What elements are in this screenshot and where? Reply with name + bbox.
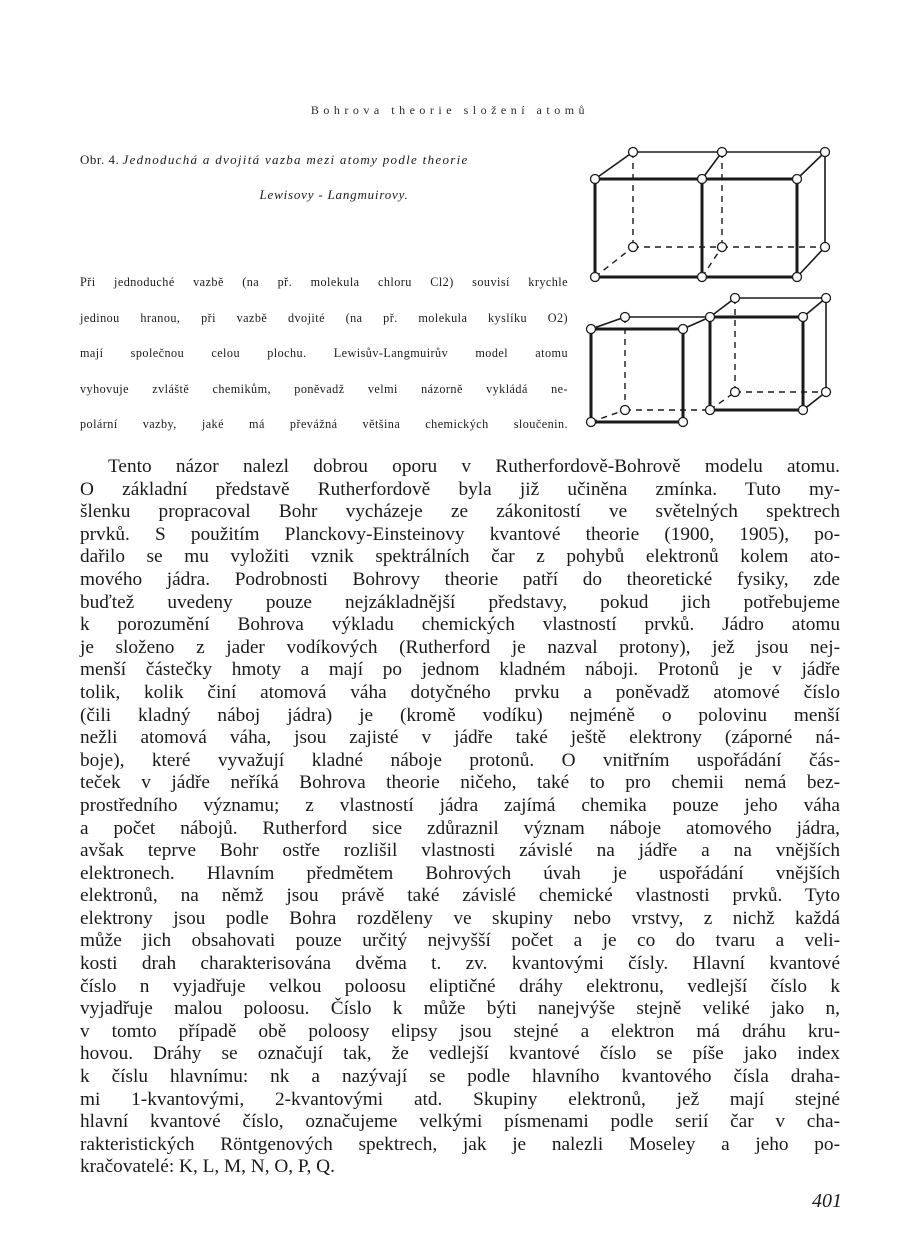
figure-description-line: Při jednoduché vazbě (na př. molekula chloru Cl2) souvisí krychle <box>80 275 568 289</box>
figure-description-line: polární vazby, jaké má převážná většina chemických sloučenin. <box>80 417 568 431</box>
body-line: v tomto případě obě poloosy elipsy jsou stejné a elektron má dráhu kru- <box>80 1020 840 1042</box>
body-line: elektrony jsou podle Bohra rozděleny ve skupiny nebo vrstvy, z nichž každá <box>80 907 840 929</box>
body-line: prvků. S použitím Planckovy-Einsteinovy kvantové theorie (1900, 1905), po- <box>80 523 840 545</box>
body-line: nežli atomová váha, jsou zajisté v jádře také ještě elektrony (záporné ná- <box>80 727 840 749</box>
body-line: prostředního významu; z vlastností jádra zajímá chemika pouze jeho váha <box>80 794 840 816</box>
cube-bond-diagram <box>585 142 835 442</box>
page-number: 401 <box>812 1190 842 1212</box>
body-line: kračovatelé: K, L, M, N, O, P, Q. <box>80 1156 335 1178</box>
body-line: a počet nábojů. Rutherford sice zdůraznil význam náboje atomového jádra, <box>80 817 840 839</box>
body-line: vyjadřuje malou poloosu. Číslo k může býti nanejvýše stejně veliké jako n, <box>80 998 840 1020</box>
body-line: mového jádra. Podrobnosti Bohrovy theorie patří do theoretické fysiky, zde <box>80 568 840 590</box>
body-line: číslo n vyjadřuje velkou poloosu eliptičné dráhy elektronu, vedlejší číslo k <box>80 975 840 997</box>
body-line: kosti drah charakterisována dvěma t. zv. kvantovými čísly. Hlavní kvantové <box>80 953 840 975</box>
body-line: tolik, kolik činí atomová váha dotyčného prvku a poněvadž atomové číslo <box>80 681 840 703</box>
body-line: mi 1-kvantovými, 2-kvantovými atd. Skupiny elektronů, jež mají stejné <box>80 1088 840 1110</box>
body-line: k porozumění Bohrova výkladu chemických vlastností prvků. Jádro atomu <box>80 614 840 636</box>
body-line: avšak teprve Bohr ostře rozlišil vlastnosti závislé na jádře a na vnějších <box>80 840 840 862</box>
body-line: k číslu hlavnímu: nk a nazývají se podle hlavního kvantového čísla draha- <box>80 1066 840 1088</box>
body-text <box>80 456 840 1179</box>
body-line: boje), které vyvažují kladné náboje protonů. O vnitřním uspořádání čás- <box>80 749 840 771</box>
body-line: elektronech. Hlavním předmětem Bohrových úvah je uspořádání vnějších <box>80 862 840 884</box>
body-line: dařilo se mu vyložiti vznik spektrálních čar z pohybů elektronů kolem ato- <box>80 546 840 568</box>
figure-title-line2: Lewisovy - Langmuirovy. <box>259 187 409 202</box>
body-line: (čili kladný náboj jádra) je (kromě vodíku) nejméně o polovinu menší <box>80 704 840 726</box>
figure-description-line: jedinou hranou, při vazbě dvojité (na př. molekula kyslíku O2) <box>80 310 568 325</box>
figure-description-line: vyhovuje zvláště chemikům, poněvadž velmi názorně vykládá ne- <box>80 381 568 396</box>
body-line: je složeno z jader vodíkových (Rutherford je nazval protony), jež jsou nej- <box>80 636 840 658</box>
figure-title: Jednoduchá a dvojitá vazba mezi atomy podle theorie <box>122 152 469 167</box>
body-line: hlavní kvantové číslo, označujeme velkými písmenami podle serií čar v cha- <box>80 1111 840 1133</box>
figure-caption <box>80 150 570 205</box>
running-header: Bohrova theorie složení atomů <box>310 103 590 117</box>
body-line: buďtež uvedeny pouze nejzákladnější představy, pokud jich potřebujeme <box>80 591 840 613</box>
body-line: rakteristických Röntgenových spektrech, jak je nalezli Moseley a jeho po- <box>80 1133 840 1155</box>
figure-label: Obr. 4. <box>80 152 120 167</box>
body-line: může jich obsahovati pouze určitý nejvyšší počet a je co do tvaru a veli- <box>80 930 840 952</box>
figure-description-line: mají společnou celou plochu. Lewisův-Langmuirův model atomu <box>80 346 568 360</box>
single-bond-cubes <box>595 152 825 277</box>
body-line: O základní představě Rutherfordově byla již učiněna zmínka. Tuto my- <box>80 478 840 500</box>
body-line: hovou. Dráhy se označují tak, že vedlejší kvantové číslo se píše jako index <box>80 1043 840 1065</box>
body-line: šlenku propracoval Bohr vycházeje ze zákonitostí ve světelných spektrech <box>80 501 840 523</box>
body-line: teček v jádře neříká Bohrova theorie ničeho, také to pro chemii nemá bez- <box>80 772 840 794</box>
body-line: menší částečky hmoty a mají po jednom kladném náboji. Protonů je v jádře <box>80 659 840 681</box>
body-line: elektronů, na němž jsou právě také závislé chemické vlastnosti prvků. Tyto <box>80 885 840 907</box>
body-line: Tento názor nalezl dobrou oporu v Rutherfordově-Bohrově modelu atomu. <box>108 456 840 477</box>
figure-description <box>80 265 568 443</box>
